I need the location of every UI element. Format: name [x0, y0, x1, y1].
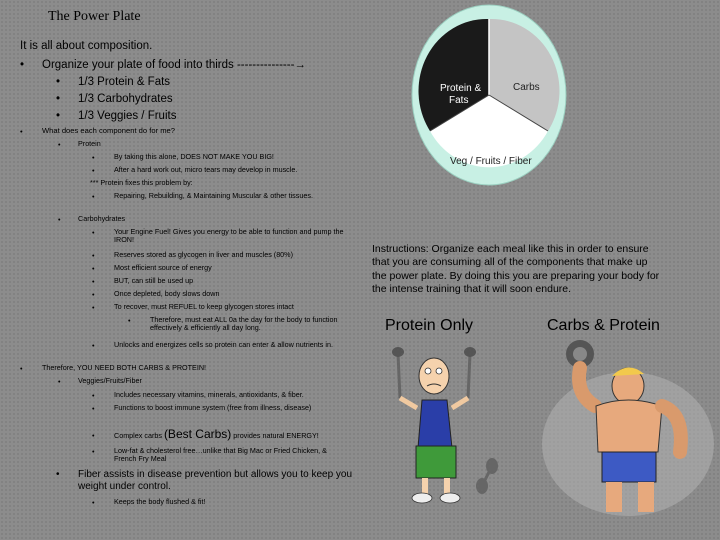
bullet: •: [92, 303, 95, 312]
protein-heading: Protein: [78, 139, 101, 148]
bullet: •: [92, 166, 95, 175]
plate-protein-label-line2: Fats: [449, 95, 469, 106]
bullet: •: [92, 192, 95, 201]
bullet: •: [128, 316, 131, 325]
muscular-cartoon-image: [540, 334, 715, 524]
protein-point: By taking this alone, DOES NOT MAKE YOU BIG!: [114, 152, 274, 161]
bullet: •: [92, 251, 95, 260]
carb-point: Your Engine Fuel! Gives you energy to be able to function and pump the IRON!: [114, 227, 344, 245]
bullet: •: [20, 364, 23, 373]
carb-point: Most efficient source of energy: [114, 263, 212, 272]
protein-fix-text: *** Protein fixes this problem by:: [90, 178, 193, 187]
skinny-cartoon-image: [362, 338, 512, 508]
caption-carbs-protein: Carbs & Protein: [547, 317, 660, 334]
power-plate-diagram: [410, 3, 568, 187]
thirds-item: 1/3 Veggies / Fruits: [78, 110, 177, 122]
protein-fix-point: Repairing, Rebuilding, & Maintaining Muscular & other tissues.: [114, 191, 313, 200]
bullet: •: [58, 215, 61, 224]
bullet: •: [92, 264, 95, 273]
thirds-item: 1/3 Carbohydrates: [78, 93, 173, 105]
bullet: •: [58, 377, 61, 386]
bullet: •: [92, 391, 95, 400]
carbs-heading: Carbohydrates: [78, 214, 126, 223]
bullet: •: [20, 127, 23, 136]
carb-point: Unlocks and energizes cells so protein can enter & allow nutrients in.: [114, 340, 333, 349]
veg-point: Includes necessary vitamins, minerals, antioxidants, & fiber.: [114, 390, 304, 399]
bullet: •: [58, 140, 61, 149]
bullet: •: [56, 469, 60, 480]
plate-carbs-label: Carbs: [513, 82, 540, 93]
plate-veg-label: Veg / Fruits / Fiber: [450, 156, 532, 167]
protein-point: After a hard work out, micro tears may develop in muscle.: [114, 165, 298, 174]
carb-point: To recover, must REFUEL to keep glycogen stores intact: [114, 302, 294, 311]
bullet: •: [92, 447, 95, 456]
veg-heading: Veggies/Fruits/Fiber: [78, 376, 142, 385]
organize-label: Organize your plate of food into thirds ---------------: [42, 59, 295, 71]
fiber-text: Fiber assists in disease prevention but allows you to keep you weight under control.: [78, 469, 353, 492]
slide-title: The Power Plate: [48, 9, 141, 24]
veg-point: Functions to boost immune system (free from illness, disease): [114, 403, 312, 412]
bullet: •: [92, 404, 95, 413]
bullet: •: [56, 76, 61, 88]
flushed-text: Keeps the body flushed & fit!: [114, 497, 206, 506]
carb-point: Reserves stored as glycogen in liver and muscles (80%): [114, 250, 293, 259]
carb-subpoint: Therefore, must eat ALL 0a the day for the body to function effectively & efficiently all day long.: [150, 315, 338, 333]
bullet: •: [92, 498, 95, 507]
intro-text: It is all about composition.: [20, 40, 153, 52]
complex-carbs-emphasis: (Best Carbs): [163, 427, 232, 441]
bullet: •: [92, 341, 95, 350]
complex-carbs-post: provides natural ENERGY!: [233, 431, 319, 440]
plate-protein-label-line1: Protein &: [440, 83, 482, 94]
bullet: •: [92, 153, 95, 162]
question-text: What does each component do for me?: [42, 126, 175, 135]
organize-text: [42, 59, 306, 72]
therefore-text: Therefore, YOU NEED BOTH CARBS & PROTEIN!: [42, 363, 207, 372]
bullet: •: [20, 59, 25, 71]
thirds-item: 1/3 Protein & Fats: [78, 76, 171, 88]
complex-carbs-text: [114, 428, 319, 442]
complex-carbs-pre: Complex carbs: [114, 431, 162, 440]
bullet: •: [56, 110, 61, 122]
bullet: •: [92, 431, 95, 440]
bullet: •: [92, 290, 95, 299]
caption-protein-only: Protein Only: [385, 317, 474, 334]
carb-point: Once depleted, body slows down: [114, 289, 220, 298]
instructions-text: Instructions: Organize each meal like this in order to ensure that you are consuming all of the components that make up the power plate. By doing this you are preparing your body for the intense training that it will soon endure.: [372, 243, 660, 295]
arrow-icon: →: [294, 59, 306, 71]
lowfat-text: Low-fat & cholesterol free…unlike that Big Mac or Fried Chicken, & French Fry Meal: [114, 446, 327, 464]
bullet: •: [56, 93, 61, 105]
carb-point: BUT, can still be used up: [114, 276, 194, 285]
bullet: •: [92, 277, 95, 286]
bullet: •: [92, 228, 95, 237]
